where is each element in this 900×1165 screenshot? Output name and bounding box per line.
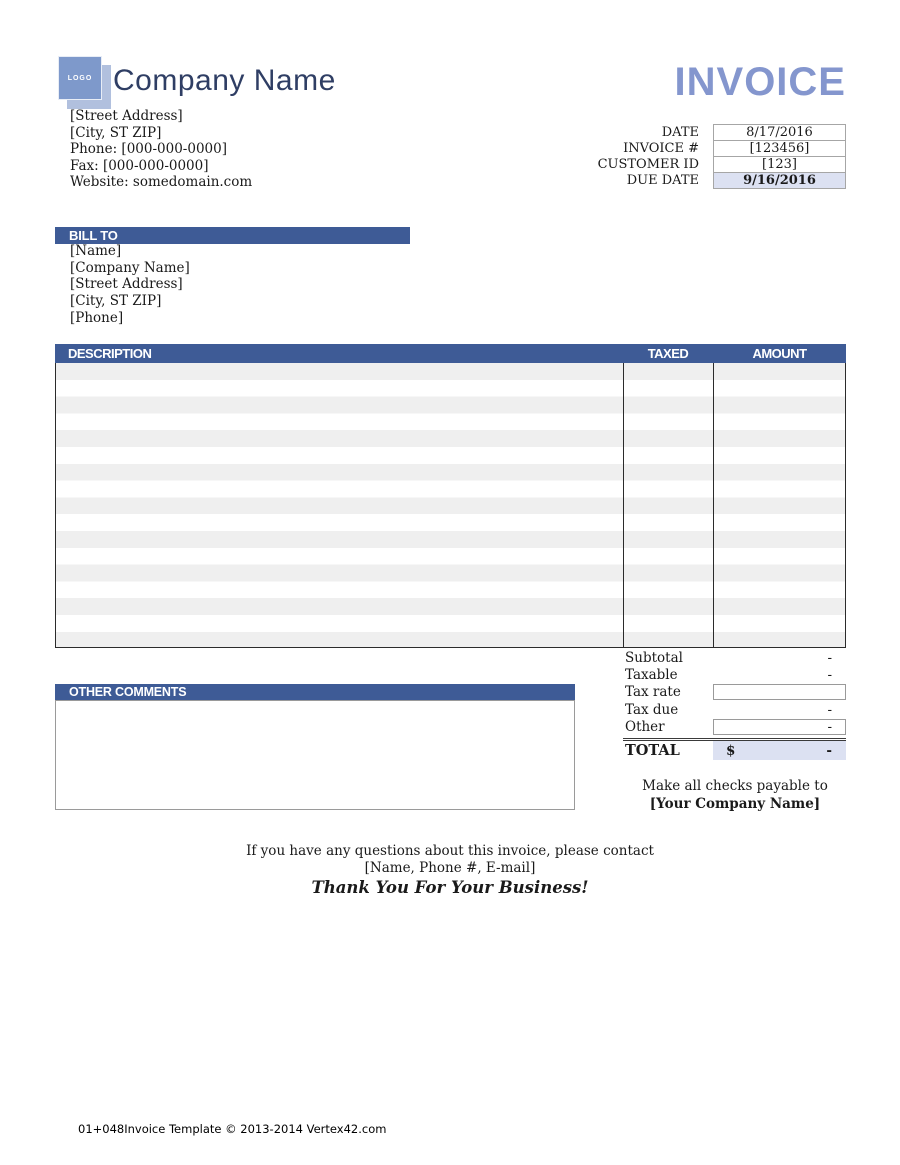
contact-note-line1: If you have any questions about this invoice, please contact [246,843,654,859]
payment-note [604,778,866,813]
meta-row-customer-id [538,156,846,173]
company-logo [58,56,111,109]
invoice-meta-table [538,124,846,189]
tax-rate-label: Tax rate [625,684,681,701]
meta-row-date [538,124,846,141]
other-comments-box[interactable] [55,700,575,810]
meta-label-invoice-number: INVOICE # [623,141,699,156]
meta-label-customer-id: CUSTOMER ID [597,157,699,172]
line-items-table [55,344,846,648]
meta-value-date: 8/17/2016 [713,124,846,141]
other-input-box[interactable]: - [713,719,846,735]
tax-rate-row [623,684,846,701]
meta-value-due-date: 9/16/2016 [713,172,846,189]
bill-to-company: [Company Name] [70,259,190,276]
template-credit: 01+048Invoice Template © 2013-2014 Vertex42.com [78,1122,387,1136]
company-address-block [70,108,252,191]
column-divider-amount [713,363,714,647]
taxable-label: Taxable [625,667,678,684]
logo-text: LOGO [67,74,93,82]
invoice-title: INVOICE [674,60,846,104]
company-city: [City, ST ZIP] [70,124,162,141]
bill-to-name: [Name] [70,243,122,259]
meta-label-date: DATE [661,125,699,140]
other-comments-header-bar: OTHER COMMENTS [55,684,575,701]
total-row [623,741,846,761]
bill-to-phone: [Phone] [70,309,124,326]
company-fax: Fax: [000-000-0000] [70,157,209,174]
thank-you-message: Thank You For Your Business! [311,877,589,897]
line-items-header [55,344,846,363]
total-amount-box [713,741,846,760]
taxable-value: - [827,667,832,684]
other-label: Other [625,719,665,736]
bill-to-block [70,243,190,327]
subtotal-label: Subtotal [625,649,683,666]
column-header-description: DESCRIPTION [68,346,152,361]
total-value: - [826,742,832,759]
bill-to-header-bar: BILL TO [55,227,410,244]
tax-rate-input-box[interactable] [713,684,846,700]
tax-due-row [623,701,846,718]
total-label: TOTAL [625,742,680,760]
meta-label-due-date: DUE DATE [626,173,699,188]
totals-section [623,649,846,761]
tax-due-value: - [827,701,832,718]
column-header-taxed: TAXED [647,346,689,361]
subtotal-row [623,649,846,666]
company-phone: Phone: [000-000-0000] [70,141,227,158]
meta-row-due-date [538,172,846,189]
taxable-row [623,666,846,683]
contact-note [150,843,750,896]
tax-due-label: Tax due [625,701,679,718]
meta-value-customer-id: [123] [713,156,846,173]
currency-symbol: $ [726,742,736,759]
payment-note-company: [Your Company Name] [649,795,821,812]
company-street: [Street Address] [70,108,183,124]
company-name: Company Name [113,64,336,97]
payment-note-line1: Make all checks payable to [642,778,828,794]
subtotal-value: - [827,649,832,666]
bill-to-street: [Street Address] [70,276,183,293]
column-header-amount: AMOUNT [752,346,807,361]
bill-to-city: [City, ST ZIP] [70,293,162,310]
line-items-body[interactable] [55,363,846,648]
column-divider-taxed [623,363,624,647]
meta-row-invoice-number [538,140,846,157]
contact-note-line2: [Name, Phone #, E-mail] [364,860,536,877]
meta-value-invoice-number: [123456] [713,140,846,157]
other-row [623,719,846,736]
company-website: Website: somedomain.com [70,174,253,191]
logo-icon [58,56,102,100]
